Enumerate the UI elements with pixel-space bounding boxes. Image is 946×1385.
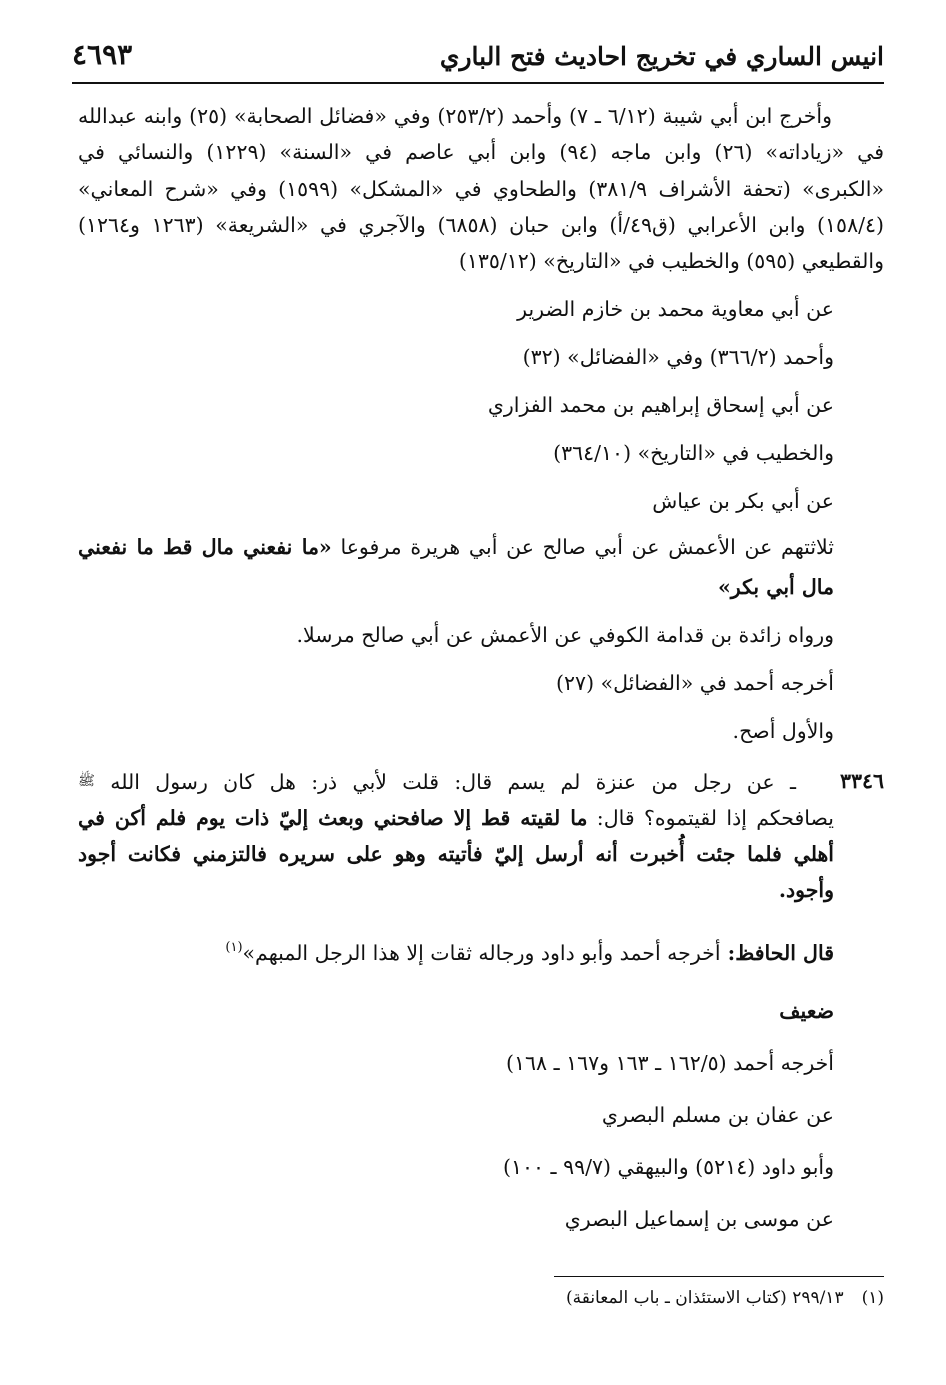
footnote <box>300 1283 884 1313</box>
mursal-verdict: والأول أصح. <box>732 719 834 744</box>
source-line: وأبو داود (٥٢١٤) والبيهقي (٩٩/٧ ـ ١٠٠) <box>502 1155 834 1180</box>
footnote-divider <box>554 1276 884 1277</box>
narrator-line: عن أبي إسحاق إبراهيم بن محمد الفزاري <box>487 393 834 418</box>
footnote-number: (١) <box>861 1288 884 1308</box>
source-line: عن عفان بن مسلم البصري <box>601 1103 834 1128</box>
hadith-body <box>78 800 884 908</box>
salawat-glyph: ﷺ <box>78 773 95 790</box>
hadith-opening: ـ عن رجل من عنزة لم يسم قال: قلت لأبي ذر: هل كان رسول الله <box>110 770 796 795</box>
narrator-line: عن أبي معاوية محمد بن خازم الضرير <box>517 297 834 322</box>
source-line: أخرجه أحمد (١٦٢/٥ ـ ١٦٣ و١٦٧ ـ ١٦٨) <box>506 1051 834 1076</box>
takhrij-paragraph: وأخرج ابن أبي شيبة (٦/١٢ ـ ٧) وأحمد (٢٥٣/٢) وفي «فضائل الصحابة» (٢٥) وابنه عبدالله في «زياداته» (٢٦) وابن ماجه (٩٤) وابن أبي عاصم في «السنة» (١٢٢٩) والنسائي في «الكبرى» (تحفة الأشراف ٣٨١/٩) والطحاوي في «المشكل» (١٥٩٩) وفي «شرح المعاني» (١٥٨/٤) وابن الأعرابي (ق٤٩/أ) وابن حبان (٦٨٥٨) والآجري في «الشريعة» (١٢٦٣ و١٢٦٤) والقطيعي (٥٩٥) والخطيب في «التاريخ» (١٣٥/١٢) <box>78 104 885 274</box>
narrator-line: وأحمد (٣٦٦/٢) وفي «الفضائل» (٣٢) <box>522 345 834 370</box>
hadith-question: يصافحكم إذا لقيتموه؟ قال: <box>587 806 834 831</box>
page-number: ٤٦٩٣ <box>72 38 133 71</box>
hadith-matn: «ما نفعني مال قط ما نفعني مال أبي بكر» <box>78 535 834 600</box>
narrator-line: عن أبي بكر بن عياش <box>652 489 834 514</box>
chain-prefix: ثلاثتهم عن الأعمش عن أبي صالح عن أبي هريرة مرفوعا <box>331 535 834 560</box>
hafiz-statement <box>78 926 884 975</box>
hafiz-label: قال الحافظ: <box>720 941 834 966</box>
narrator-line: والخطيب في «التاريخ» (٣٦٤/١٠) <box>553 441 834 466</box>
hadith-number: ٣٣٤٦ <box>839 769 884 794</box>
footnote-ref: (١) <box>225 940 243 956</box>
hadith-entry <box>78 763 884 908</box>
mursal-source: أخرجه أحمد في «الفضائل» (٢٧) <box>556 671 834 696</box>
running-header <box>72 38 884 78</box>
book-title: انيس الساري في تخريج احاديث فتح الباري <box>439 42 884 71</box>
hafiz-text: أخرجه أحمد وأبو داود ورجاله ثقات إلا هذا الرجل المبهم» <box>242 941 721 966</box>
mursal-note: ورواه زائدة بن قدامة الكوفي عن الأعمش عن أبي صالح مرسلا. <box>296 623 834 648</box>
hadith-matn: ما لقيته قط إلا صافحني وبعث إليّ ذات يوم فلم أكن في أهلي فلما جئت أُخبرت أنه أرسل إليّ فأتيته وهو على سريره فالتزمني فكانت أجود وأجود. <box>78 806 834 903</box>
header-divider <box>72 82 884 84</box>
main-text <box>78 98 884 1245</box>
hadith-first-line <box>78 763 884 800</box>
hadith-grade: ضعيف <box>779 999 834 1024</box>
chain-summary <box>78 527 884 607</box>
source-line: عن موسى بن إسماعيل البصري <box>564 1207 834 1232</box>
footnote-text: ٢٩٩/١٣ (كتاب الاستئذان ـ باب المعانقة) <box>565 1288 844 1308</box>
